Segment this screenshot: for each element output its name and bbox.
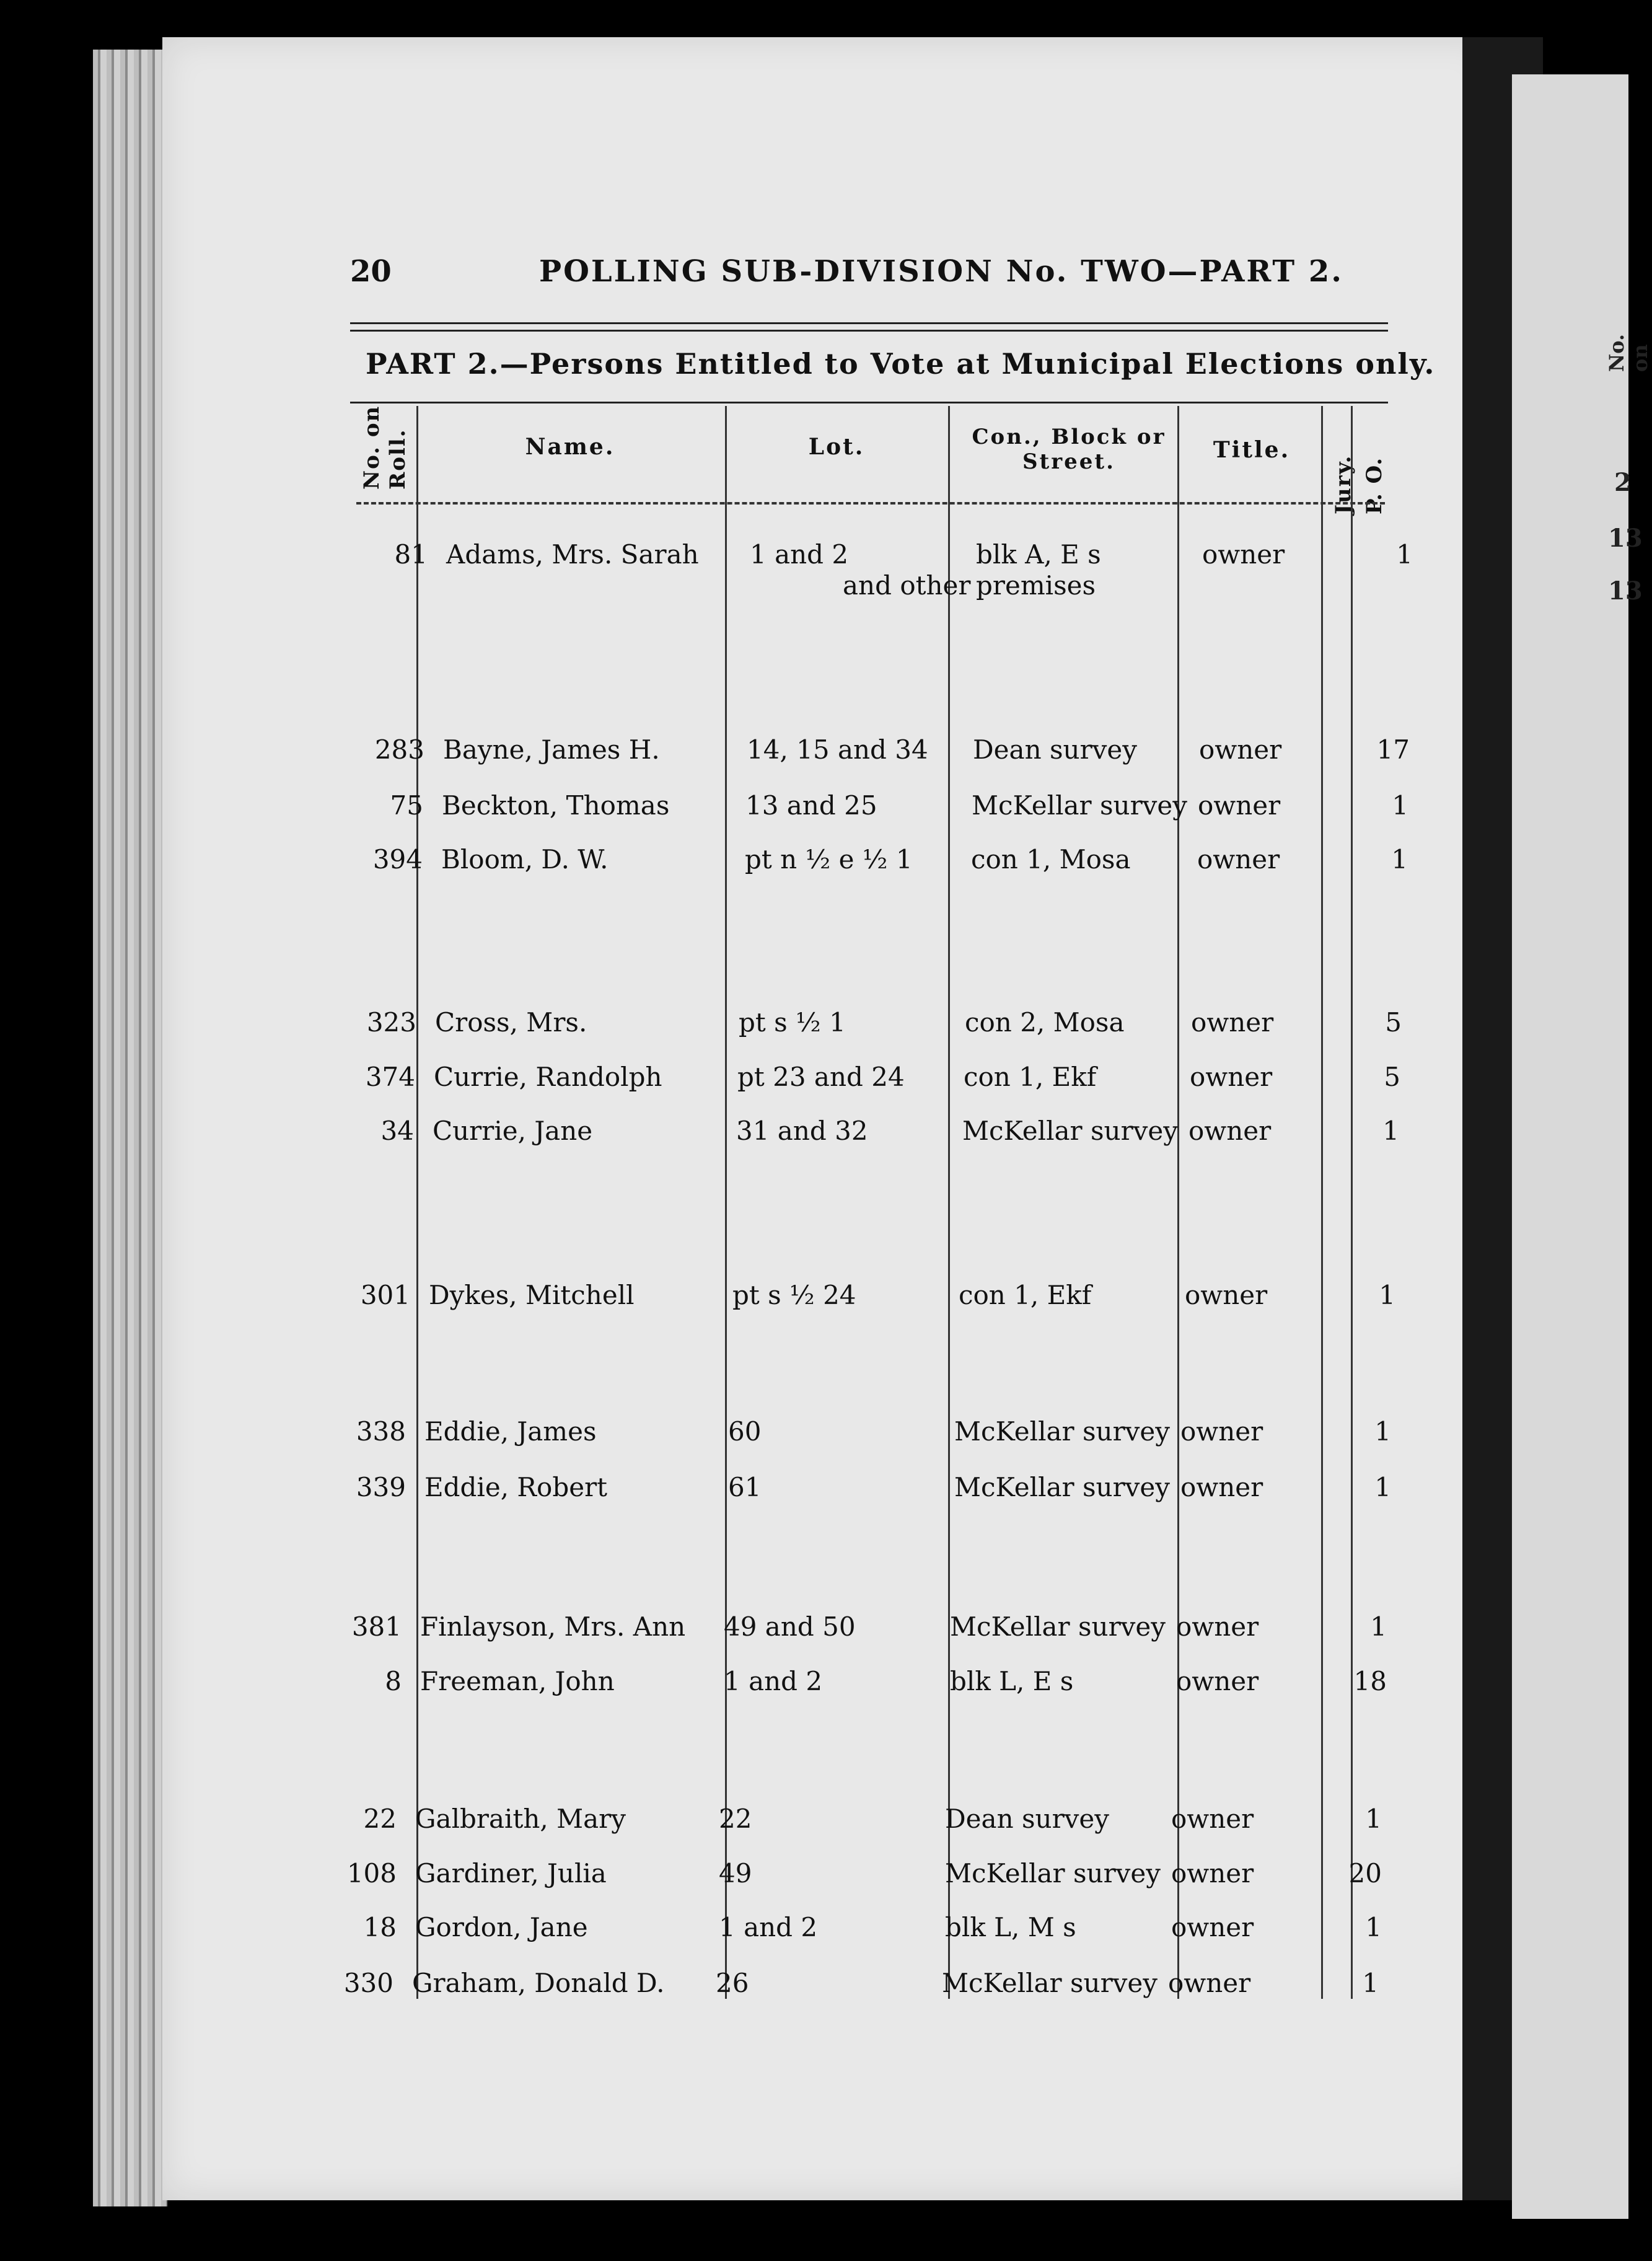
column-divider — [1321, 406, 1323, 1999]
col-header-po: P. O. — [1362, 456, 1387, 514]
facing-fragment: 2 — [1614, 468, 1632, 497]
col-header-roll: Roll. — [385, 428, 410, 490]
post-office: 1 — [1370, 1611, 1387, 1642]
roll-number: 339 — [356, 1472, 406, 1502]
title: owner — [1180, 1416, 1263, 1447]
lot: 26 — [716, 1968, 749, 1998]
title: owner — [1176, 1611, 1259, 1642]
roll-number: 323 — [366, 1007, 416, 1038]
con-block-street: con 1, Mosa — [971, 844, 1131, 875]
voter-name: Galbraith, Mary — [415, 1804, 626, 1834]
roll-number: 81 — [394, 539, 428, 570]
con-block-street: con 1, Ekf — [964, 1062, 1097, 1092]
lot: 60 — [728, 1416, 762, 1447]
section-subtitle: PART 2.—Persons Entitled to Vote at Municipal Elections only. — [366, 347, 1436, 381]
col-header-jury: Jury. — [1331, 454, 1356, 514]
lot: 14, 15 and 34 — [747, 734, 928, 765]
title: owner — [1197, 844, 1280, 875]
title: owner — [1188, 1116, 1272, 1146]
column-divider — [725, 406, 727, 1999]
post-office: 1 — [1382, 1116, 1399, 1146]
title: owner — [1180, 1472, 1263, 1502]
con-continued: premises — [976, 570, 1096, 601]
con-block-street: McKellar survey — [950, 1611, 1166, 1642]
lot: 31 and 32 — [736, 1116, 868, 1146]
post-office: 1 — [1365, 1804, 1382, 1834]
voter-name: Bloom, D. W. — [441, 844, 609, 875]
roll-number: 394 — [372, 844, 423, 875]
post-office: 5 — [1384, 1062, 1400, 1092]
table-top-rule — [350, 402, 1388, 403]
con-block-street: blk L, E s — [950, 1666, 1074, 1696]
con-block-street: blk A, E s — [976, 539, 1101, 570]
column-divider — [416, 406, 418, 1999]
post-office: 1 — [1374, 1416, 1391, 1447]
con-block-street: Dean survey — [973, 734, 1137, 765]
roll-number: 338 — [356, 1416, 406, 1447]
post-office: 1 — [1379, 1280, 1395, 1310]
title: owner — [1171, 1804, 1254, 1834]
header-rule — [350, 330, 1388, 332]
lot: 49 — [719, 1858, 752, 1889]
column-divider — [1177, 406, 1179, 1999]
lot: 1 and 2 — [719, 1912, 818, 1942]
con-block-street: blk L, M s — [945, 1912, 1076, 1942]
lot: pt s ½ 1 — [739, 1007, 846, 1038]
con-block-street: con 2, Mosa — [965, 1007, 1125, 1038]
column-divider — [1351, 406, 1353, 1999]
title: owner — [1176, 1666, 1259, 1696]
voter-name: Gordon, Jane — [415, 1912, 588, 1942]
lot: pt s ½ 24 — [732, 1280, 856, 1310]
page-header: POLLING SUB-DIVISION No. TWO—PART 2. — [539, 254, 1343, 289]
con-block-street: McKellar survey — [945, 1858, 1161, 1889]
post-office: 20 — [1348, 1858, 1382, 1889]
roll-number: 75 — [390, 790, 423, 821]
lot: 1 and 2 — [750, 539, 849, 570]
lot: 22 — [719, 1804, 752, 1834]
col-header-title: Title. — [1213, 437, 1291, 463]
roll-number: 283 — [374, 734, 424, 765]
voter-name: Graham, Donald D. — [412, 1968, 665, 1998]
facing-fragment: 13 — [1608, 524, 1643, 553]
col-header-lot: Lot. — [808, 434, 865, 460]
voter-name: Currie, Jane — [433, 1116, 593, 1146]
title: owner — [1190, 1062, 1273, 1092]
voter-name: Currie, Randolph — [434, 1062, 662, 1092]
con-block-street: McKellar survey — [954, 1416, 1170, 1447]
roll-number: 18 — [363, 1912, 397, 1942]
lot: 13 and 25 — [745, 790, 877, 821]
roll-number: 22 — [363, 1804, 397, 1834]
roll-number: 301 — [360, 1280, 410, 1310]
facing-page-strip — [1512, 74, 1652, 2219]
title: owner — [1191, 1007, 1274, 1038]
title: owner — [1171, 1912, 1254, 1942]
facing-fragment: No. on — [1605, 333, 1652, 372]
voter-name: Eddie, James — [424, 1416, 597, 1447]
voter-name: Dykes, Mitchell — [429, 1280, 635, 1310]
con-block-street: McKellar survey — [942, 1968, 1158, 1998]
lot: 1 and 2 — [724, 1666, 823, 1696]
post-office: 1 — [1391, 844, 1408, 875]
post-office: 17 — [1376, 734, 1410, 765]
header-underline — [356, 502, 1385, 505]
col-header-name: Name. — [525, 434, 615, 460]
lot: 61 — [728, 1472, 762, 1502]
roll-number: 34 — [380, 1116, 414, 1146]
voter-name: Beckton, Thomas — [442, 790, 670, 821]
roll-number: 330 — [343, 1968, 393, 1998]
voter-name: Eddie, Robert — [424, 1472, 608, 1502]
voter-name: Gardiner, Julia — [415, 1858, 607, 1889]
title: owner — [1168, 1968, 1251, 1998]
roll-number: 8 — [385, 1666, 402, 1696]
title: owner — [1198, 790, 1281, 821]
voter-name: Adams, Mrs. Sarah — [446, 539, 699, 570]
voter-name: Finlayson, Mrs. Ann — [420, 1611, 686, 1642]
post-office: 1 — [1396, 539, 1413, 570]
post-office: 5 — [1385, 1007, 1402, 1038]
con-block-street: McKellar survey — [962, 1116, 1178, 1146]
voter-name: Cross, Mrs. — [435, 1007, 587, 1038]
col-header-con: Con., Block or Street. — [972, 425, 1166, 474]
page-edge — [93, 50, 167, 2206]
con-block-street: con 1, Ekf — [959, 1280, 1092, 1310]
lot-continued: and other — [843, 570, 971, 601]
roll-number: 374 — [365, 1062, 415, 1092]
post-office: 1 — [1365, 1912, 1382, 1942]
con-block-street: McKellar survey — [954, 1472, 1170, 1502]
roll-number: 381 — [351, 1611, 402, 1642]
post-office: 18 — [1353, 1666, 1387, 1696]
post-office: 1 — [1362, 1968, 1379, 1998]
title: owner — [1202, 539, 1285, 570]
header-rule — [350, 322, 1388, 324]
title: owner — [1185, 1280, 1268, 1310]
lot: pt n ½ e ½ 1 — [745, 844, 913, 875]
facing-fragment: 13 — [1608, 576, 1643, 606]
col-header-roll: No. on — [359, 405, 384, 490]
title: owner — [1199, 734, 1282, 765]
con-block-street: Dean survey — [945, 1804, 1109, 1834]
lot: pt 23 and 24 — [737, 1062, 905, 1092]
post-office: 1 — [1374, 1472, 1391, 1502]
voter-name: Freeman, John — [420, 1666, 615, 1696]
page-number: 20 — [350, 254, 392, 289]
lot: 49 and 50 — [724, 1611, 856, 1642]
title: owner — [1171, 1858, 1254, 1889]
post-office: 1 — [1392, 790, 1408, 821]
voter-name: Bayne, James H. — [443, 734, 660, 765]
roll-number: 108 — [346, 1858, 397, 1889]
con-block-street: McKellar survey — [972, 790, 1187, 821]
column-divider — [948, 406, 950, 1999]
